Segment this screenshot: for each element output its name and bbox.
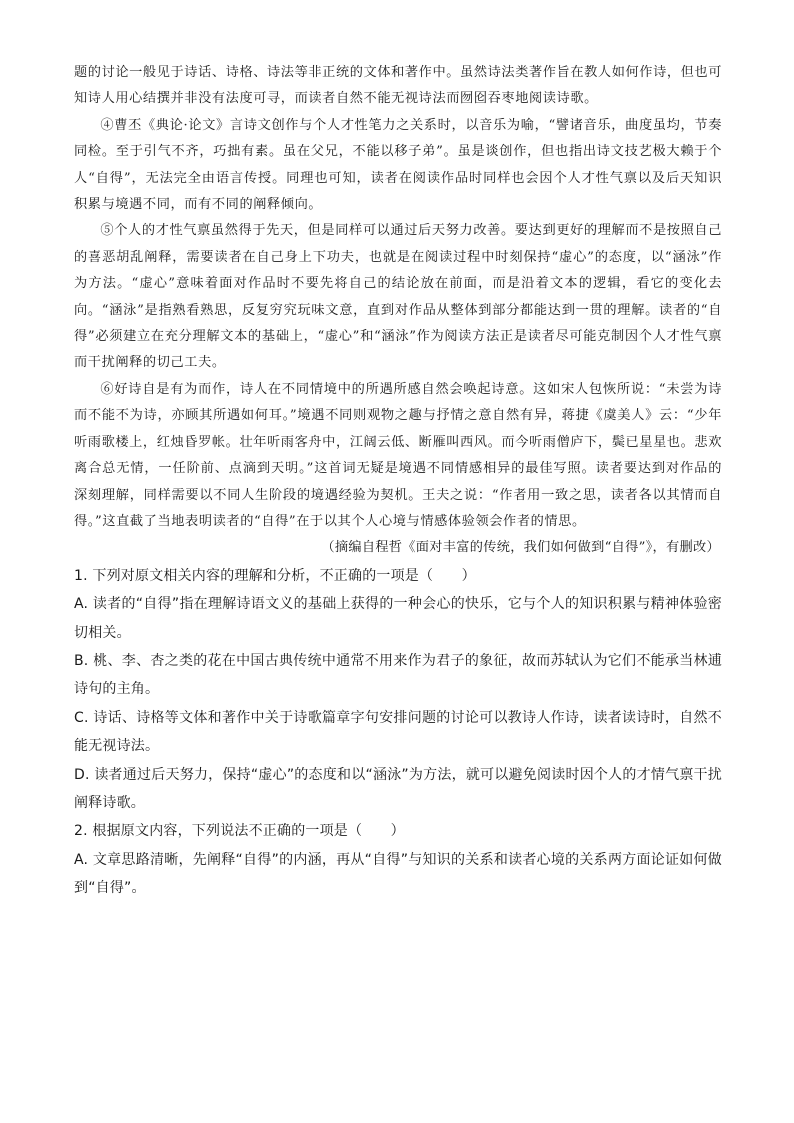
passage-paragraph-4: ④曹丕《典论·论文》言诗文创作与个人才性笔力之关系时，以音乐为喻，“譬诸音乐，曲度虽均，节奏同检。至于引气不齐，巧拙有素。虽在父兄，不能以移子弟”。虽是谈创作，但也指出诗文技艺极大赖于个人“自得”，无法完全由语言传授。同理也可知，读者在阅读作品时同样也会因个人才性气禀以及后天知识积累与境遇不同，而有不同的阐释倾向。 <box>74 117 722 213</box>
passage-paragraph-6: ⑥好诗自是有为而作，诗人在不同情境中的所遇所感自然会唤起诗意。这如宋人包恢所说：“未尝为诗而不能不为诗，亦顾其所遇如何耳。”境遇不同则观物之趣与抒情之意自然有异，蒋捷《虞美人》云：“少年听雨歌楼上，红烛昏罗帐。壮年听雨客舟中，江阔云低、断雁叫西风。而今听雨僧庐下，鬓已星星也。悲欢离合总无情，一任阶前、点滴到天明。”这首词无疑是境遇不同情感相异的最佳写照。读者要达到对作品的深刻理解，同样需要以不同人生阶段的境遇经验为契机。王夫之说：“作者用一致之思，读者各以其情而自得。”这直截了当地表明读者的“自得”在于以其个人心境与情感体验领会作者的情思。 <box>74 381 723 529</box>
option-a: A. 文章思路清晰，先阐释“自得”的内涵，再从“自得”与知识的关系和读者心境的关系两方面论证如何做到“自得”。 <box>74 851 722 897</box>
question-stem: 1. 下列对原文相关内容的理解和分析，不正确的一项是（ ） <box>74 567 476 584</box>
passage-paragraph-5: ⑤个人的才性气禀虽然得于先天，但是同样可以通过后天努力改善。要达到更好的理解而不是按照自己的喜恶胡乱阐释，需要读者在自己身上下功夫，也就是在阅读过程中时刻保持“虚心”的态度，以“涵泳”作为方法。“虚心”意味着面对作品时不要先将自己的结论放在前面，而是沿着文本的逻辑，看它的变化去向。“涵泳”是指熟看熟思，反复穷究玩味文意，直到对作品从整体到部分都能达到一贯的理解。读者的“自得”必须建立在充分理解文本的基础上，“虚心”和“涵泳”作为阅读方法正是读者尽可能克制因个人才性气禀而干扰阐释的切己工夫。 <box>74 223 722 371</box>
option-d: D. 读者通过后天努力，保持“虚心”的态度和以“涵泳”为方法，就可以避免阅读时因个人的才情气禀干扰阐释诗歌。 <box>74 766 722 811</box>
passage-paragraph-continued: 题的讨论一般见于诗话、诗格、诗法等非正统的文体和著作中。虽然诗法类著作旨在教人如何作诗，但也可知诗人用心结撰并非没有法度可寻，而读者自然不能无视诗法而囫囵吞枣地阅读诗歌。 <box>74 65 723 107</box>
question-1 <box>74 562 722 818</box>
question-stem: 2. 根据原文内容，下列说法不正确的一项是（ ） <box>74 823 405 840</box>
option-c: C. 诗话、诗格等文体和著作中关于诗歌篇章字句安排问题的讨论可以教诗人作诗，读者读诗时，自然不能无视诗法。 <box>74 709 722 755</box>
question-2 <box>74 817 722 902</box>
option-a: A. 读者的“自得”指在理解诗语文义的基础上获得的一种会心的快乐，它与个人的知识积累与精神体验密切相关。 <box>74 596 722 641</box>
passage-source: （摘编自程哲《面对丰富的传统，我们如何做到“自得”》，有删改） <box>321 540 720 556</box>
option-b: B. 桃、李、杏之类的花在中国古典传统中通常不用来作为君子的象征，故而苏轼认为它们不能承当林逋诗句的主角。 <box>74 652 722 698</box>
